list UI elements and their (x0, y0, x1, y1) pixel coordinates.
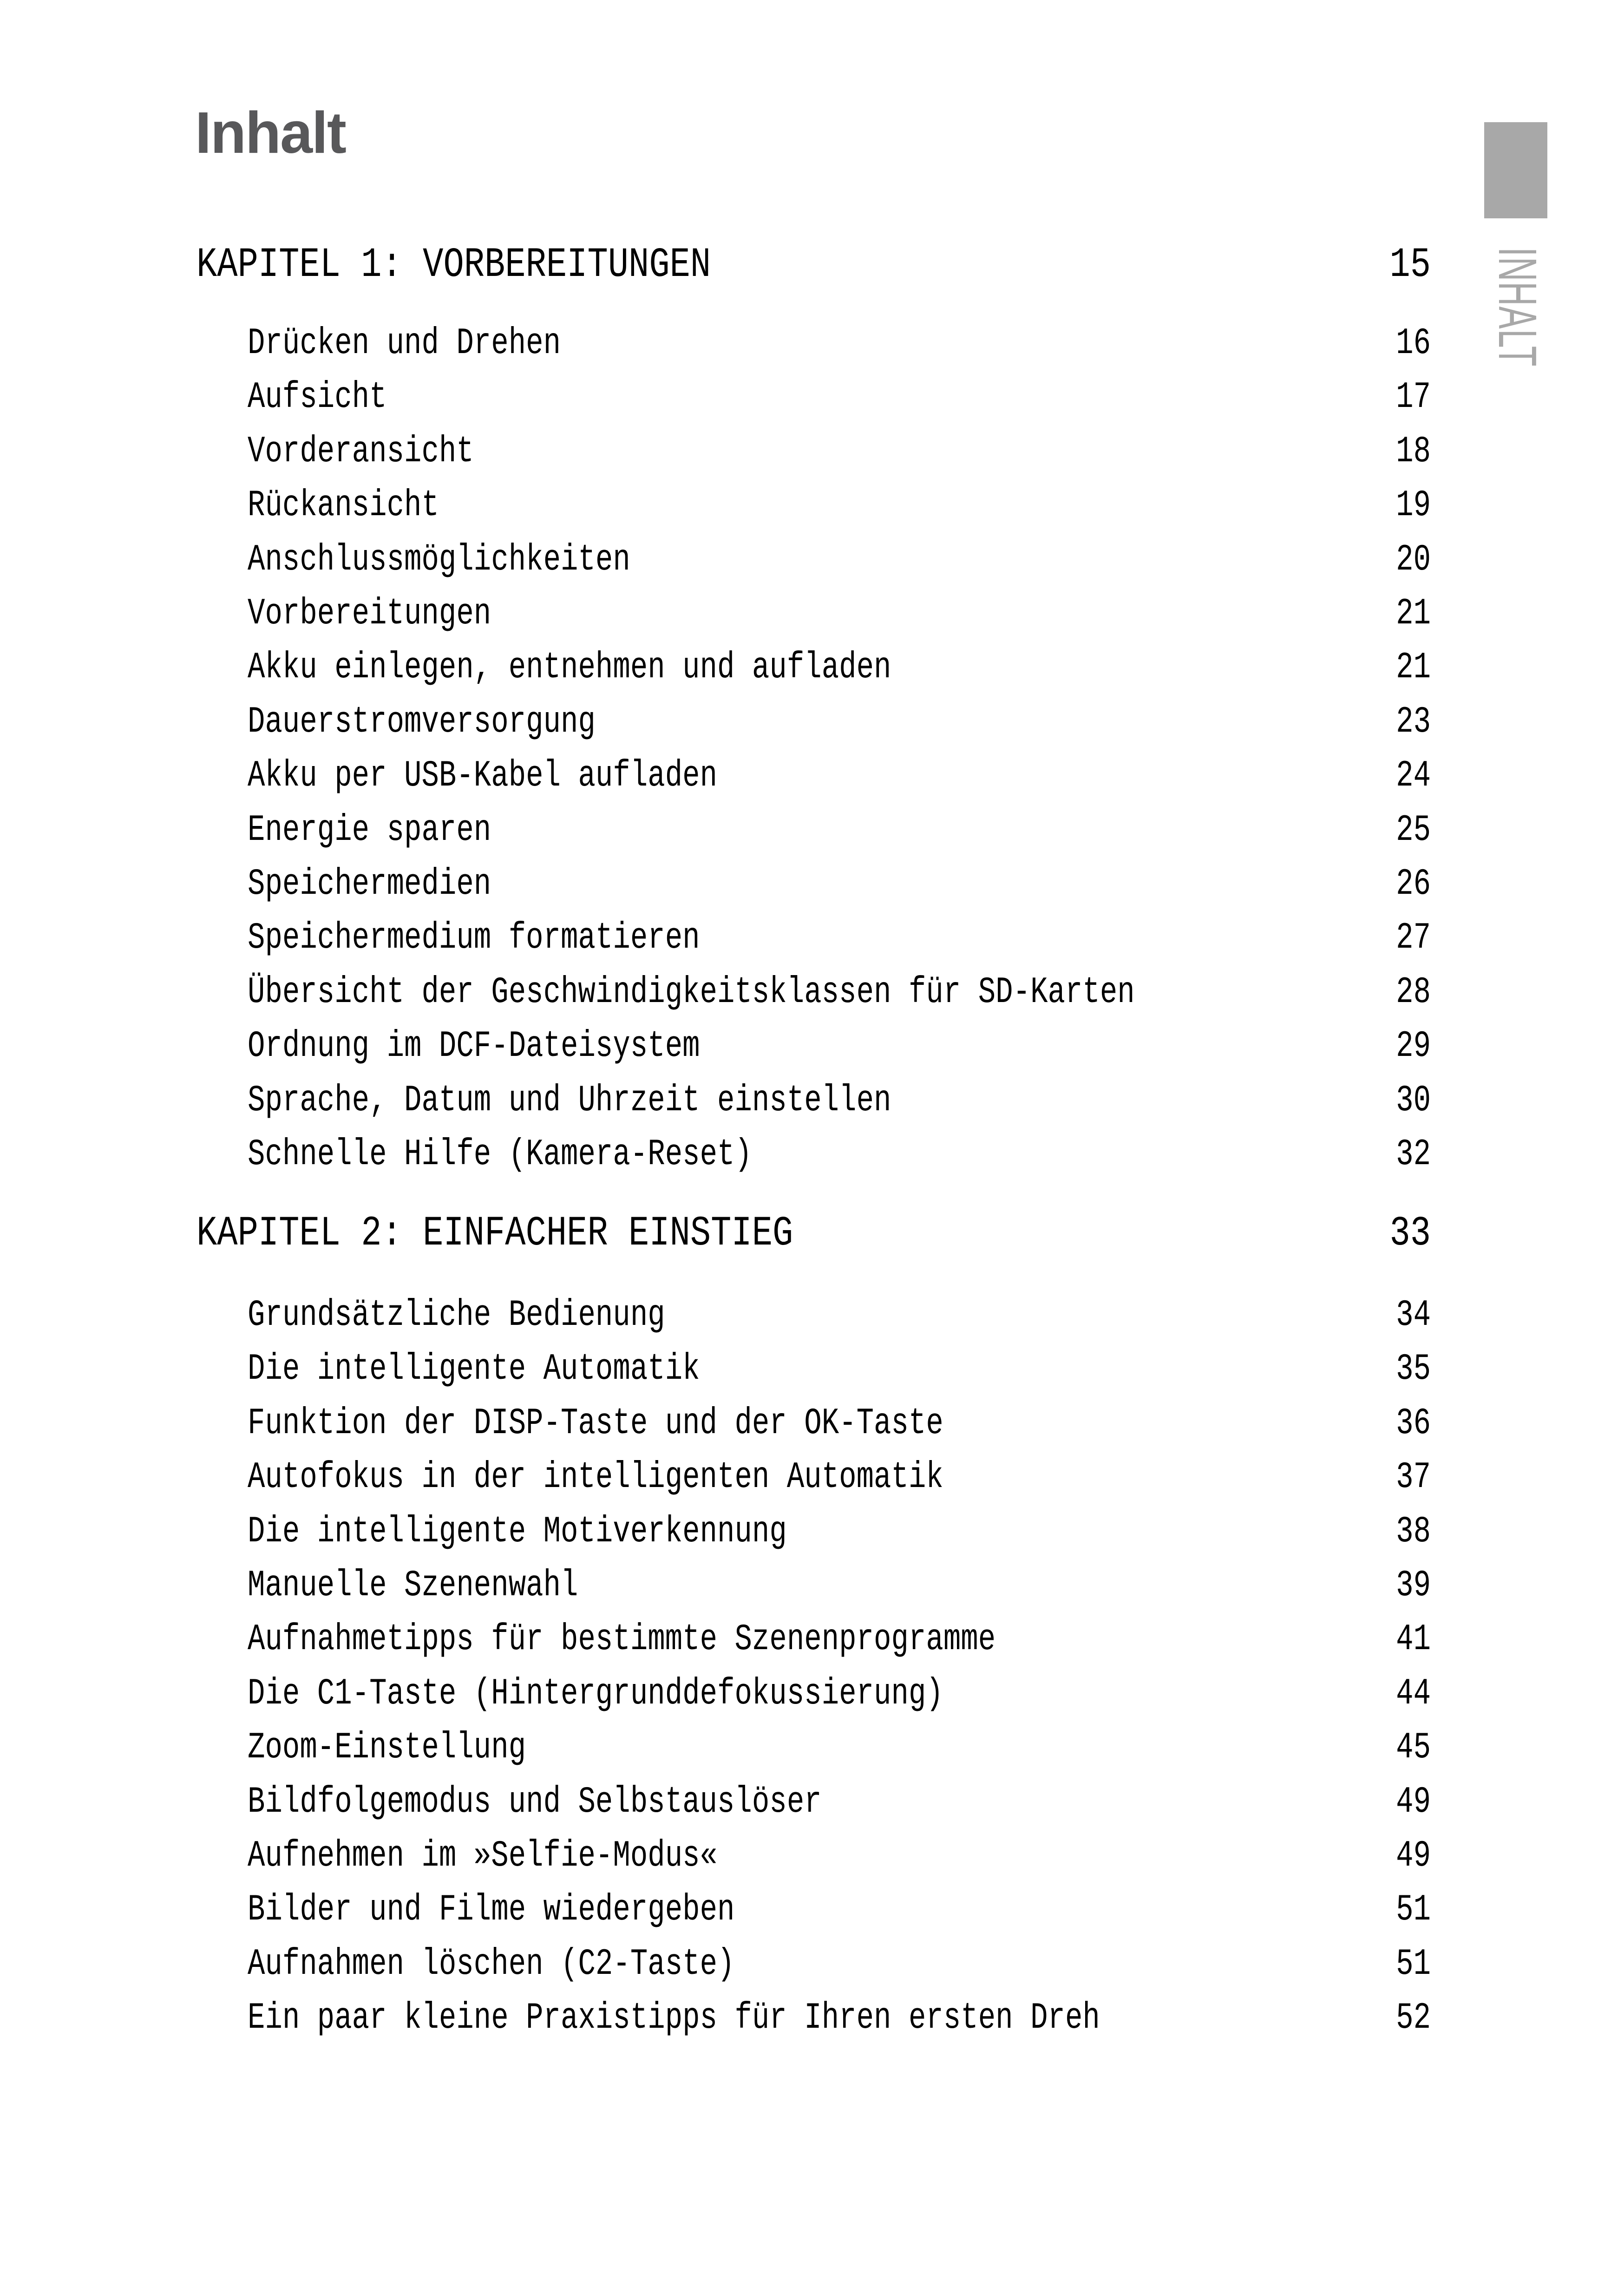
toc-entry-page: 34 (1396, 1294, 1431, 1337)
toc-entry-page: 23 (1396, 701, 1431, 743)
toc-entry-title: Grundsätzliche Bedienung (248, 1294, 665, 1337)
toc-entry-title: Speichermedium formatieren (248, 917, 700, 960)
toc-entry-row (196, 1127, 1431, 1181)
chapter-page-number: 15 (1389, 242, 1431, 289)
toc-entry-page: 21 (1396, 593, 1431, 635)
chapter-heading-row (196, 1207, 1431, 1261)
chapter-heading: KAPITEL 1: VORBEREITUNGEN (196, 242, 711, 289)
toc-entry-page: 51 (1396, 1943, 1431, 1985)
toc-entry-title: Sprache, Datum und Uhrzeit einstellen (248, 1079, 891, 1122)
toc-entry-page: 35 (1396, 1348, 1431, 1391)
toc-entry-row (196, 1613, 1431, 1667)
toc-entry-row (196, 425, 1431, 478)
toc-entry-title: Die intelligente Motiverkennung (248, 1510, 787, 1553)
toc-entry-title: Die C1-Taste (Hintergrunddefokussierung) (248, 1672, 943, 1715)
toc-entry-row (196, 1883, 1431, 1937)
toc-entry-page: 27 (1396, 917, 1431, 960)
toc-entry-title: Manuelle Szenenwahl (248, 1565, 578, 1607)
toc-entry-title: Speichermedien (248, 863, 491, 905)
toc-entry-row (196, 965, 1431, 1019)
toc-entry-row (196, 641, 1431, 695)
toc-entry-page: 49 (1396, 1781, 1431, 1823)
toc-entry-page: 17 (1396, 376, 1431, 419)
side-tab-marker (1484, 122, 1547, 218)
toc-entry-row (196, 1074, 1431, 1127)
toc-entry-page: 25 (1396, 809, 1431, 852)
side-tab-label: INHALT (1487, 247, 1548, 367)
toc-entry-page: 39 (1396, 1565, 1431, 1607)
toc-entry-title: Aufnehmen im »Selfie-Modus« (248, 1834, 718, 1877)
toc-entry-title: Vorderansicht (248, 430, 474, 473)
toc-entry-row (196, 1991, 1431, 2045)
toc-entry-title: Akku einlegen, entnehmen und aufladen (248, 647, 891, 689)
toc-entry-row (196, 695, 1431, 749)
toc-entry-title: Zoom-Einstellung (248, 1727, 526, 1769)
toc-entry-row (196, 1505, 1431, 1559)
toc-entry-page: 51 (1396, 1889, 1431, 1932)
toc-entry-row (196, 1721, 1431, 1775)
toc-entry-row (196, 371, 1431, 425)
toc-entry-title: Autofokus in der intelligenten Automatik (248, 1456, 943, 1499)
toc-entry-title: Drücken und Drehen (248, 322, 561, 365)
toc-entry-title: Energie sparen (248, 809, 491, 852)
page-title: Inhalt (195, 100, 346, 165)
chapter-1-block (196, 238, 1431, 1182)
toc-entry-title: Bilder und Filme wiedergeben (248, 1889, 735, 1932)
toc-entry-page: 20 (1396, 538, 1431, 581)
toc-entry-row (196, 587, 1431, 641)
toc-entry-title: Bildfolgemodus und Selbstauslöser (248, 1781, 822, 1823)
toc-entry-page: 38 (1396, 1510, 1431, 1553)
toc-entry-row (196, 1396, 1431, 1450)
toc-entry-row (196, 1775, 1431, 1829)
toc-entry-title: Ordnung im DCF-Dateisystem (248, 1025, 700, 1068)
toc-entry-page: 45 (1396, 1727, 1431, 1769)
toc-entry-title: Übersicht der Geschwindigkeitsklassen für SD-Karten (248, 971, 1135, 1014)
toc-entry-page: 26 (1396, 863, 1431, 905)
toc-entry-row (196, 857, 1431, 911)
toc-entry-title: Schnelle Hilfe (Kamera-Reset) (248, 1133, 752, 1176)
toc-entry-title: Vorbereitungen (248, 593, 491, 635)
toc-entry-row (196, 479, 1431, 533)
toc-entry-page: 32 (1396, 1133, 1431, 1176)
toc-entry-page: 18 (1396, 430, 1431, 473)
toc-entry-row (196, 803, 1431, 857)
toc-entry-page: 36 (1396, 1402, 1431, 1445)
toc-entry-row (196, 749, 1431, 803)
chapter-2-entries (196, 1288, 1431, 2045)
toc-entry-page: 24 (1396, 755, 1431, 798)
toc-entry-title: Ein paar kleine Praxistipps für Ihren ersten Dreh (248, 1997, 1100, 2040)
toc-entry-page: 49 (1396, 1834, 1431, 1877)
toc-entry-row (196, 1559, 1431, 1612)
toc-entry-title: Die intelligente Automatik (248, 1348, 700, 1391)
toc-entry-row (196, 1937, 1431, 1991)
toc-entry-page: 37 (1396, 1456, 1431, 1499)
toc-entry-row (196, 1667, 1431, 1721)
toc-entry-row (196, 1829, 1431, 1883)
chapter-page-number: 33 (1389, 1210, 1431, 1258)
toc-entry-row (196, 1288, 1431, 1342)
toc-entry-page: 52 (1396, 1997, 1431, 2040)
toc-entry-title: Aufsicht (248, 376, 387, 419)
toc-entry-page: 16 (1396, 322, 1431, 365)
toc-entry-row (196, 533, 1431, 587)
toc-entry-page: 28 (1396, 971, 1431, 1014)
chapter-2-block (196, 1207, 1431, 2045)
toc-entry-page: 30 (1396, 1079, 1431, 1122)
toc-entry-page: 29 (1396, 1025, 1431, 1068)
toc-entry-row (196, 1019, 1431, 1073)
toc-entry-row (196, 1451, 1431, 1505)
toc-entry-title: Rückansicht (248, 485, 439, 527)
toc-entry-page: 41 (1396, 1618, 1431, 1661)
toc-entry-title: Dauerstromversorgung (248, 701, 596, 743)
toc-entry-page: 19 (1396, 485, 1431, 527)
toc-entry-page: 21 (1396, 647, 1431, 689)
toc-entry-row (196, 911, 1431, 965)
toc-entry-title: Funktion der DISP-Taste und der OK-Taste (248, 1402, 943, 1445)
chapter-1-entries (196, 316, 1431, 1181)
toc-entry-title: Akku per USB-Kabel aufladen (248, 755, 718, 798)
toc-entry-title: Aufnahmen löschen (C2-Taste) (248, 1943, 735, 1985)
chapter-heading-row (196, 238, 1431, 292)
toc-entry-row (196, 1343, 1431, 1396)
toc-entry-page: 44 (1396, 1672, 1431, 1715)
toc-entry-title: Aufnahmetipps für bestimmte Szenenprogramme (248, 1618, 996, 1661)
chapter-heading: KAPITEL 2: EINFACHER EINSTIEG (196, 1210, 793, 1258)
toc-entry-row (196, 316, 1431, 370)
toc-entry-title: Anschlussmöglichkeiten (248, 538, 630, 581)
